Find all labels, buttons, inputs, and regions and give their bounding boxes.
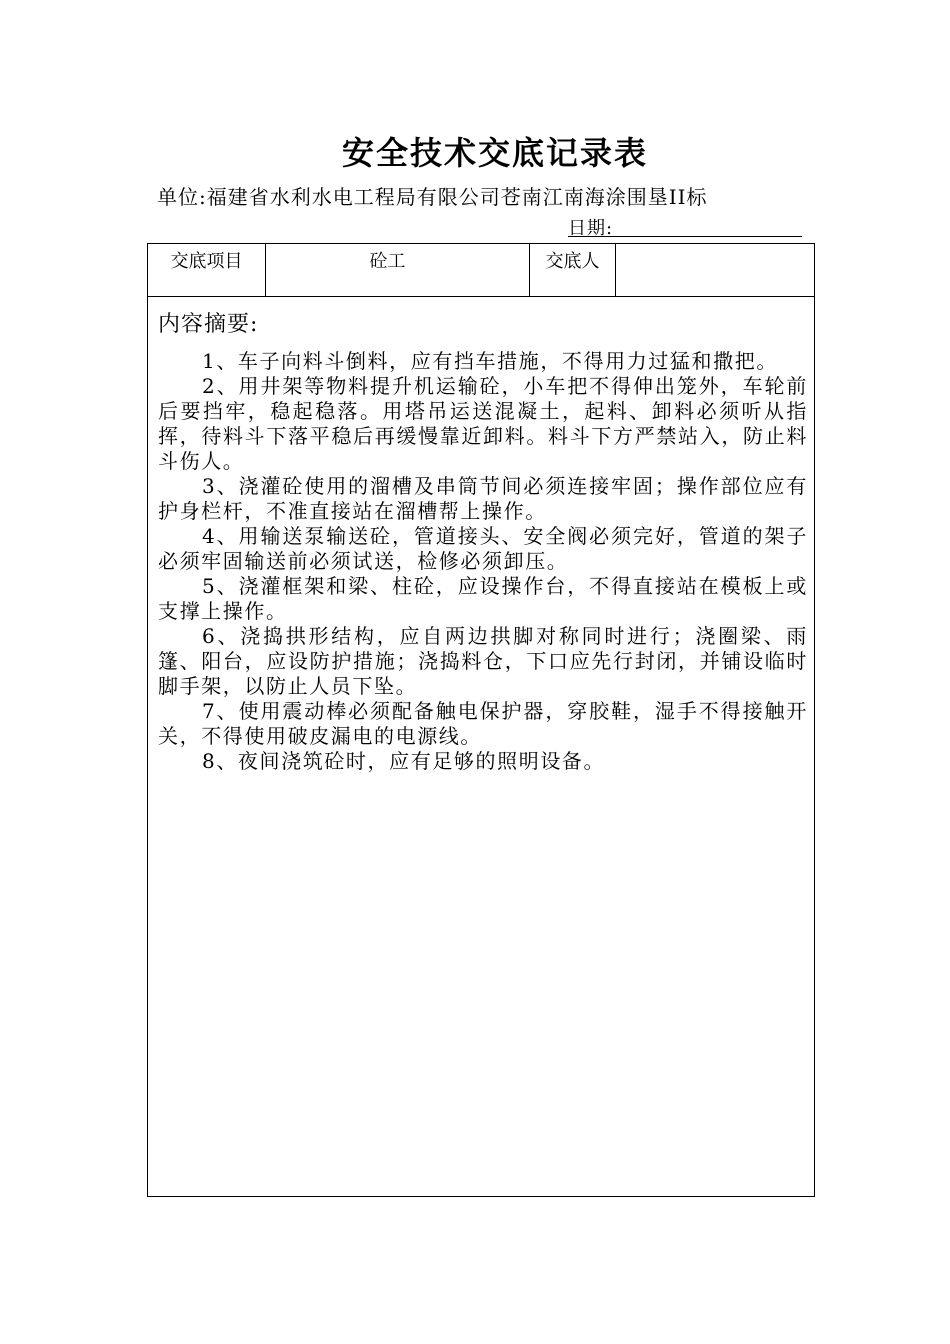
list-item: 3、浇灌砼使用的溜槽及串筒节间必须连接牢固；操作部位应有护身栏杆，不准直接站在溜槽帮上操作。 (158, 474, 808, 523)
unit-label: 单位: (157, 185, 207, 209)
date-field (568, 214, 802, 237)
unit-line (157, 181, 708, 210)
table-header-row (148, 244, 814, 297)
list-item: 2、用井架等物料提升机运输砼，小车把不得伸出笼外，车轮前后要挡牢，稳起稳落。用塔吊运送混凝土，起料、卸料必须听从指挥，待料斗下落平稳后再缓慢靠近卸料。料斗下方严禁站入，防止料斗伤人。 (158, 374, 808, 473)
person-value-cell (616, 244, 814, 296)
list-item: 7、使用震动棒必须配备触电保护器，穿胶鞋，湿手不得接触开关，不得使用破皮漏电的电源线。 (158, 699, 808, 748)
project-label-cell: 交底项目 (148, 244, 266, 296)
project-value-cell: 砼工 (266, 244, 530, 296)
list-item: 8、夜间浇筑砼时，应有足够的照明设备。 (202, 749, 606, 773)
list-item: 4、用输送泵输送砼，管道接头、安全阀必须完好，管道的架子必须牢固输送前必须试送，检修必须卸压。 (158, 524, 808, 573)
list-item: 5、浇灌框架和梁、柱砼，应设操作台，不得直接站在模板上或支撑上操作。 (158, 574, 808, 623)
content-summary (158, 307, 808, 774)
summary-label: 内容摘要: (158, 312, 259, 337)
record-table (147, 243, 815, 1197)
unit-value: 福建省水利水电工程局有限公司苍南江南海涂围垦II标 (206, 185, 708, 209)
person-label-cell: 交底人 (530, 244, 616, 296)
page-title: 安全技术交底记录表 (341, 134, 648, 172)
list-item: 6、浇捣拱形结构，应自两边拱脚对称同时进行；浇圈梁、雨篷、阳台，应设防护措施；浇捣料仓，下口应先行封闭，并铺设临时脚手架，以防止人员下坠。 (158, 624, 808, 698)
list-item: 1、车子向料斗倒料，应有挡车措施，不得用力过猛和撒把。 (202, 349, 778, 373)
date-label: 日期: (568, 218, 614, 239)
